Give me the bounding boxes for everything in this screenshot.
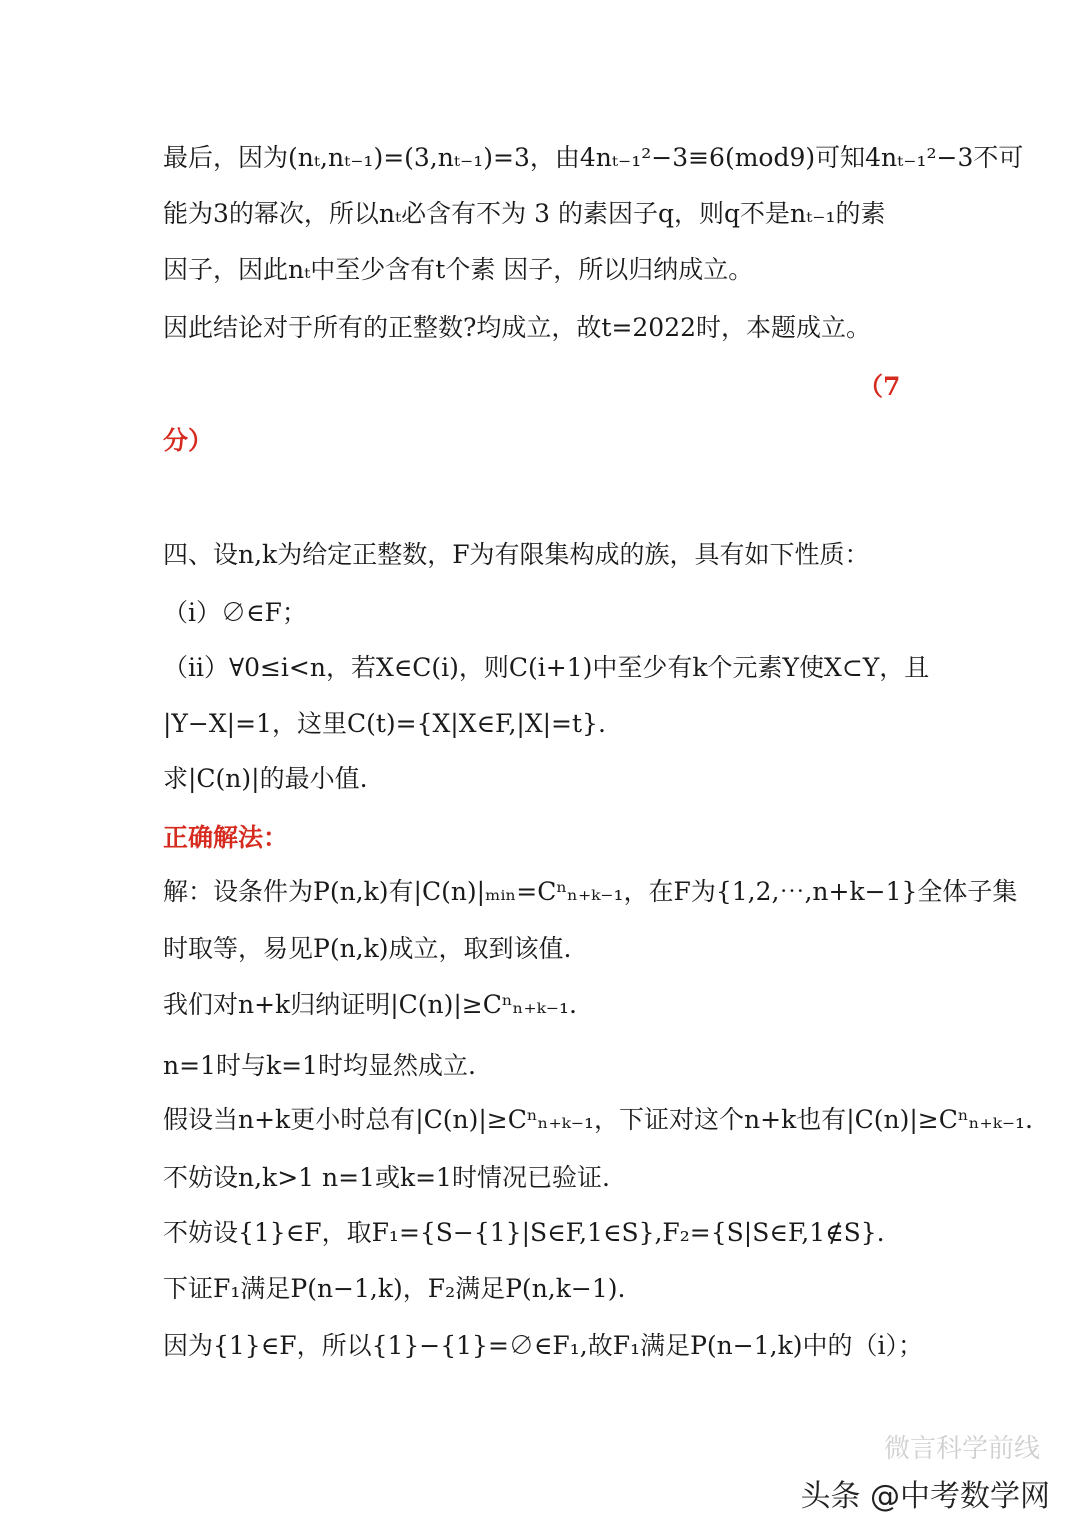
text-line-4: 因此结论对于所有的正整数?均成立，故t=2022时，本题成立。 — [163, 313, 872, 342]
solution-line-3: 我们对n+k归纳证明|C(n)|≥Cⁿₙ₊ₖ₋₁. — [163, 990, 577, 1019]
solution-heading: 正确解法： — [163, 823, 289, 852]
problem-question: 求|C(n)|的最小值. — [163, 764, 368, 793]
faint-watermark: 微言科学前线 — [883, 1434, 1040, 1464]
solution-line-2: 时取等，易见P(n,k)成立，取到该值. — [163, 934, 572, 963]
property-i: （i）∅∈F； — [163, 598, 307, 627]
text-line-1: 最后，因为(nₜ,nₜ₋₁)=(3,nₜ₋₁)=3，由4nₜ₋₁²−3≡6(mod9)可知4nₜ₋₁²−3不可 — [163, 143, 1024, 172]
score-marker-close: 分） — [163, 426, 214, 455]
solution-line-6: 不妨设n,k>1 n=1或k=1时情况已验证. — [163, 1163, 610, 1192]
source-watermark: 头条 @中考数学网 — [800, 1479, 1050, 1514]
solution-line-7: 不妨设{1}∈F，取F₁={S−{1}|S∈F,1∈S},F₂={S|S∈F,1∉S}. — [163, 1218, 885, 1247]
problem-four-title: 四、设n,k为给定正整数，F为有限集构成的族，具有如下性质： — [163, 540, 870, 569]
property-ii-continued: |Y−X|=1，这里C(t)={X|X∈F,|X|=t}. — [163, 709, 606, 738]
solution-line-8: 下证F₁满足P(n−1,k)，F₂满足P(n,k−1). — [163, 1274, 626, 1303]
solution-line-4: n=1时与k=1时均显然成立. — [163, 1051, 476, 1080]
text-line-3: 因子，因此nₜ中至少含有t个素 因子，所以归纳成立。 — [163, 255, 754, 284]
score-marker-open: （7 — [858, 372, 901, 401]
property-ii: （ii）∀0≤i<n，若X∈C(i)，则C(i+1)中至少有k个元素Y使X⊂Y，且 — [163, 653, 930, 682]
text-line-2: 能为3的幂次，所以nₜ必含有不为 3 的素因子q，则q不是nₜ₋₁的素 — [163, 199, 886, 228]
solution-line-9: 因为{1}∈F，所以{1}−{1}=∅∈F₁,故F₁满足P(n−1,k)中的（i）； — [163, 1331, 923, 1360]
solution-line-5: 假设当n+k更小时总有|C(n)|≥Cⁿₙ₊ₖ₋₁，下证对这个n+k也有|C(n)|≥Cⁿₙ₊ₖ₋₁. — [163, 1105, 1033, 1134]
solution-line-1: 解：设条件为P(n,k)有|C(n)|ₘᵢₙ=Cⁿₙ₊ₖ₋₁，在F为{1,2,⋯,n+k−1}全体子集 — [163, 877, 1018, 906]
